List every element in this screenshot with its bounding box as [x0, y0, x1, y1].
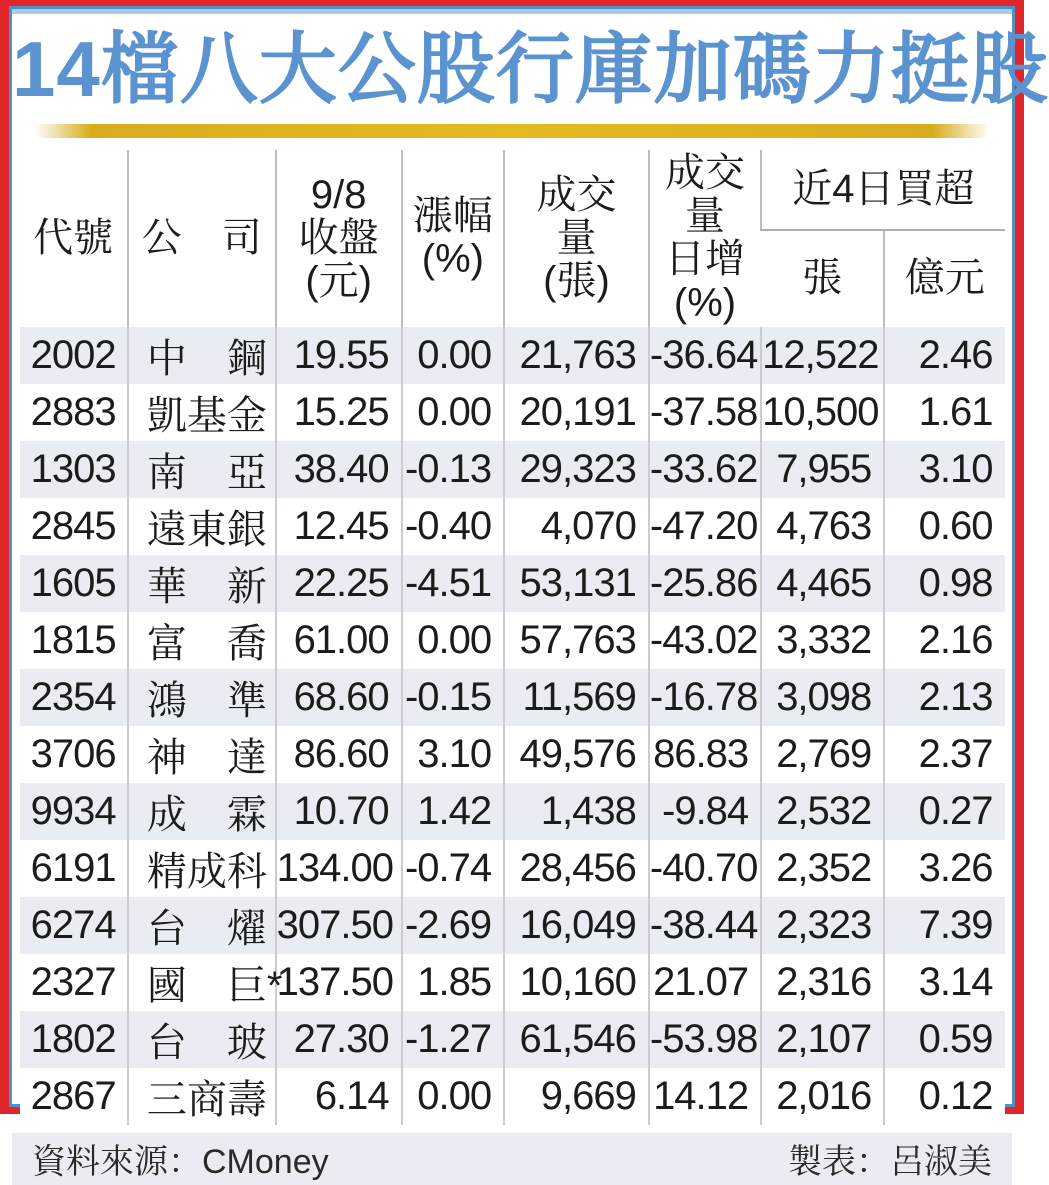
cell-net-buy-lots: 2,323 [761, 897, 884, 954]
cell-volume-change: -9.84 [649, 783, 761, 840]
cell-net-buy-lots: 2,316 [761, 954, 884, 1011]
cell-net-buy-lots: 3,098 [761, 669, 884, 726]
page-title: 14檔八大公股行庫加碼力挺股 [12, 25, 1049, 113]
cell-net-buy-amount: 2.46 [884, 327, 1004, 384]
cell-net-buy-lots: 2,016 [761, 1068, 884, 1125]
table-row [20, 612, 1005, 669]
cell-company: 精成科 [128, 840, 276, 897]
table-row [20, 555, 1005, 612]
cell-change: -0.15 [402, 669, 504, 726]
cell-net-buy-lots: 2,532 [761, 783, 884, 840]
cell-close: 137.50 [276, 954, 402, 1011]
top-accent-strip [12, 9, 1012, 14]
cell-net-buy-amount: 3.26 [884, 840, 1004, 897]
cell-change: -0.40 [402, 498, 504, 555]
cell-net-buy-amount: 0.98 [884, 555, 1004, 612]
header-change: 漲幅 (%) [402, 150, 504, 327]
cell-volume-change: -16.78 [649, 669, 761, 726]
table-row [20, 441, 1005, 498]
cell-net-buy-amount: 0.60 [884, 498, 1004, 555]
stock-table [20, 150, 1005, 1125]
cell-net-buy-amount: 7.39 [884, 897, 1004, 954]
cell-code: 1815 [30, 617, 116, 662]
cell-volume: 61,546 [504, 1011, 649, 1068]
cell-code: 3706 [30, 731, 116, 776]
cell-net-buy-lots: 10,500 [761, 384, 884, 441]
cell-company: 台 燿 [128, 897, 276, 954]
cell-net-buy-lots: 4,465 [761, 555, 884, 612]
cell-net-buy-lots: 2,352 [761, 840, 884, 897]
cell-net-buy-amount: 0.59 [884, 1011, 1004, 1068]
cell-change: 1.42 [402, 783, 504, 840]
cell-change: -0.74 [402, 840, 504, 897]
cell-volume: 49,576 [504, 726, 649, 783]
cell-company: 成 霖 [128, 783, 276, 840]
cell-volume-change: -33.62 [649, 441, 761, 498]
cell-volume-change: -25.86 [649, 555, 761, 612]
table-footer [12, 1133, 1012, 1185]
cell-code: 9934 [30, 788, 116, 833]
cell-close: 86.60 [276, 726, 402, 783]
table-body [20, 327, 1005, 1125]
cell-close: 19.55 [276, 327, 402, 384]
header-volume-change: 成交量 日增 (%) [649, 150, 761, 327]
cell-close: 22.25 [276, 555, 402, 612]
cell-change: 0.00 [402, 612, 504, 669]
cell-net-buy-lots: 3,332 [761, 612, 884, 669]
cell-close: 134.00 [276, 840, 402, 897]
cell-volume: 10,160 [504, 954, 649, 1011]
cell-close: 10.70 [276, 783, 402, 840]
cell-net-buy-amount: 3.10 [884, 441, 1004, 498]
footer-source: 資料來源：CMoney [32, 1143, 329, 1182]
cell-change: -1.27 [402, 1011, 504, 1068]
cell-volume-change: -38.44 [649, 897, 761, 954]
cell-close: 12.45 [276, 498, 402, 555]
cell-close: 15.25 [276, 384, 402, 441]
cell-company: 三商壽 [128, 1068, 276, 1125]
header-close: 9/8 收盤 (元) [276, 150, 402, 327]
cell-volume: 9,669 [504, 1068, 649, 1125]
table-row [20, 327, 1005, 384]
table-row [20, 783, 1005, 840]
cell-change: 0.00 [402, 1068, 504, 1125]
cell-volume-change: 86.83 [649, 726, 761, 783]
header-net-buy-amount: 億元 [884, 230, 1004, 327]
cell-change: -4.51 [402, 555, 504, 612]
cell-net-buy-amount: 0.12 [884, 1068, 1004, 1125]
cell-volume-change: -40.70 [649, 840, 761, 897]
cell-change: 0.00 [402, 327, 504, 384]
cell-volume-change: -37.58 [649, 384, 761, 441]
cell-close: 6.14 [276, 1068, 402, 1125]
cell-volume: 28,456 [504, 840, 649, 897]
table-row [20, 726, 1005, 783]
cell-close: 68.60 [276, 669, 402, 726]
cell-company: 鴻 準 [128, 669, 276, 726]
cell-net-buy-lots: 2,107 [761, 1011, 884, 1068]
cell-close: 27.30 [276, 1011, 402, 1068]
cell-code: 2883 [30, 389, 116, 434]
cell-volume-change: -36.64 [649, 327, 761, 384]
cell-net-buy-lots: 12,522 [761, 327, 884, 384]
cell-company: 中 鋼 [128, 327, 276, 384]
cell-code: 2845 [30, 503, 116, 548]
table-row [20, 1068, 1005, 1125]
cell-volume: 11,569 [504, 669, 649, 726]
cell-change: 1.85 [402, 954, 504, 1011]
cell-volume-change: 14.12 [649, 1068, 761, 1125]
cell-company: 台 玻 [128, 1011, 276, 1068]
cell-company: 遠東銀 [128, 498, 276, 555]
cell-net-buy-amount: 0.27 [884, 783, 1004, 840]
cell-change: 3.10 [402, 726, 504, 783]
cell-company: 國 巨* [128, 954, 276, 1011]
cell-change: 0.00 [402, 384, 504, 441]
table-row [20, 384, 1005, 441]
cell-company: 凱基金 [128, 384, 276, 441]
cell-company: 富 喬 [128, 612, 276, 669]
header-code: 代號 [33, 215, 114, 260]
table-header [20, 150, 1005, 327]
cell-net-buy-amount: 1.61 [884, 384, 1004, 441]
cell-volume: 21,763 [504, 327, 649, 384]
cell-net-buy-lots: 2,769 [761, 726, 884, 783]
table-row [20, 669, 1005, 726]
cell-code: 6274 [30, 902, 116, 947]
table-row [20, 840, 1005, 897]
cell-net-buy-lots: 7,955 [761, 441, 884, 498]
header-company: 公 司 [128, 150, 276, 327]
cell-net-buy-amount: 2.16 [884, 612, 1004, 669]
cell-company: 神 達 [128, 726, 276, 783]
cell-code: 2002 [30, 332, 116, 377]
table-row [20, 498, 1005, 555]
footer-credit: 製表：呂淑美 [788, 1143, 992, 1182]
cell-net-buy-amount: 2.13 [884, 669, 1004, 726]
blue-inner-panel [9, 6, 1049, 1182]
cell-change: -0.13 [402, 441, 504, 498]
cell-close: 307.50 [276, 897, 402, 954]
cell-close: 61.00 [276, 612, 402, 669]
header-net-buy-lots: 張 [802, 256, 843, 301]
table-row [20, 954, 1005, 1011]
cell-net-buy-amount: 2.37 [884, 726, 1004, 783]
cell-code: 6191 [30, 845, 116, 890]
header-volume: 成交 量 (張) [504, 150, 649, 327]
table-row [20, 897, 1005, 954]
title-divider-bar [34, 124, 990, 138]
table-row [20, 1011, 1005, 1068]
cell-volume: 57,763 [504, 612, 649, 669]
cell-volume-change: -53.98 [649, 1011, 761, 1068]
cell-volume: 16,049 [504, 897, 649, 954]
cell-code: 2354 [30, 674, 116, 719]
cell-volume: 4,070 [504, 498, 649, 555]
cell-code: 1802 [30, 1016, 116, 1061]
cell-code: 1303 [30, 446, 116, 491]
cell-volume: 53,131 [504, 555, 649, 612]
cell-code: 1605 [30, 560, 116, 605]
cell-code: 2327 [30, 959, 116, 1004]
cell-volume: 29,323 [504, 441, 649, 498]
header-net-buy-group: 近4日買超 [761, 150, 1004, 230]
cell-volume-change: -47.20 [649, 498, 761, 555]
cell-code: 2867 [30, 1073, 116, 1118]
cell-company: 華 新 [128, 555, 276, 612]
cell-volume: 20,191 [504, 384, 649, 441]
cell-net-buy-amount: 3.14 [884, 954, 1004, 1011]
cell-volume: 1,438 [504, 783, 649, 840]
cell-close: 38.40 [276, 441, 402, 498]
cell-volume-change: 21.07 [649, 954, 761, 1011]
cell-company: 南 亞 [128, 441, 276, 498]
cell-net-buy-lots: 4,763 [761, 498, 884, 555]
cell-volume-change: -43.02 [649, 612, 761, 669]
cell-change: -2.69 [402, 897, 504, 954]
